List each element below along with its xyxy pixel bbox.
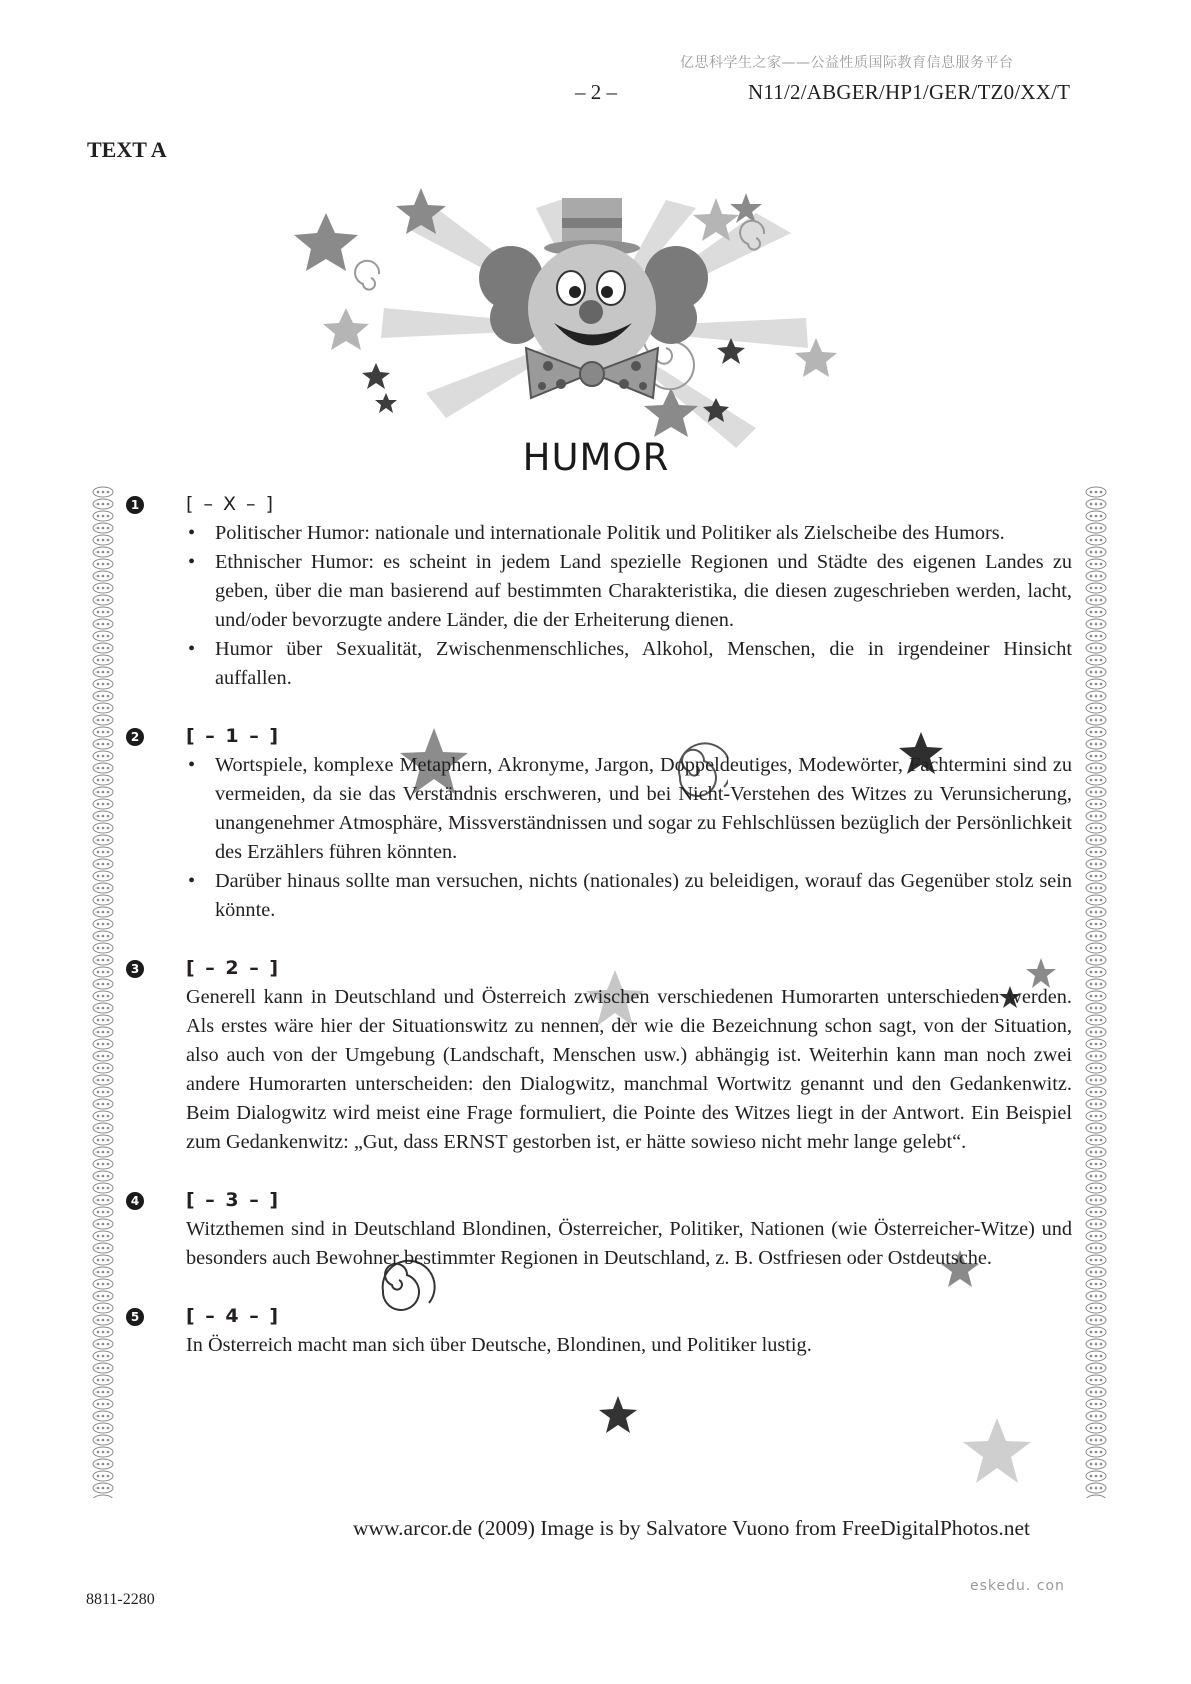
section-title: TEXT A	[87, 137, 167, 162]
clown-illustration	[286, 188, 906, 488]
star-icon	[962, 1418, 1032, 1486]
section-paragraph: Generell kann in Deutschland und Österreich zwischen verschiedenen Humorarten unterschieden werden. Als erstes wäre hier der Situationswitz zu nennen, der wie die Bezeichnung schon sagt, von der Situation, also auch von der Umgebung (Landschaft, Menschen usw.) abhängig ist. Weiterhin kann man noch zwei andere Humorarten unterscheiden: den Dialogwitz, manchmal Wortwitz genannt und den Gedankenwitz. Beim Dialogwitz wird meist eine Frage formuliert, die Pointe des Witzes liegt in der Antwort. Ein Beispiel zum Gedankenwitz: „Gut, dass ERNST gestorben ist, er hätte sowieso nicht mehr lange gelebt“.	[186, 986, 1072, 1153]
header-watermark: 亿思科学生之家——公益性质国际教育信息服务平台	[680, 55, 1014, 71]
bullet-item: • Darüber hinaus sollte man versuchen, nichts (nationales) zu beleidigen, worauf das Gegenüber stolz sein könnte.	[186, 867, 1072, 925]
section-heading: [ – 1 – ]	[186, 725, 281, 747]
document-code: N11/2/ABGER/HP1/GER/TZ0/XX/T	[748, 80, 1071, 104]
section-paragraph: In Österreich macht man sich über Deutsche, Blondinen, und Politiker lustig.	[186, 1334, 812, 1356]
article-body	[130, 490, 1072, 1389]
bullet-item: • Ethnischer Humor: es scheint in jedem Land spezielle Regionen und Städte des eigenen Landes zu geben, über die man basierend auf bestimmten Charakteristika, die diesen zugeschrieben werden, lacht, und/oder bevorzugte andere Länder, die der Erheiterung dienen.	[186, 548, 1072, 635]
section-marker: 1	[126, 496, 144, 514]
section-2	[130, 722, 1072, 925]
right-border-ornament	[1083, 486, 1109, 1498]
section-paragraph: Witzthemen sind in Deutschland Blondinen, Österreicher, Politiker, Nationen (wie Österreicher-Witze) und besonders auch Bewohner bestimmter Regionen in Deutschland, z. B. Ostfriesen oder Ostdeutsche.	[186, 1218, 1072, 1269]
section-marker: 2	[126, 728, 144, 746]
page-number: – 2 –	[575, 80, 617, 104]
footer-code: 8811-2280	[86, 1591, 155, 1608]
bullet-list	[186, 519, 1072, 693]
section-heading: [ – 2 – ]	[186, 957, 281, 979]
section-heading: [ – 3 – ]	[186, 1189, 281, 1211]
bullet-list	[186, 751, 1072, 925]
left-border-ornament	[90, 486, 116, 1498]
bullet-item: • Politischer Humor: nationale und internationale Politik und Politiker als Zielscheibe des Humors.	[186, 519, 1072, 548]
section-heading: [ – X – ]	[186, 493, 275, 515]
bullet-item: • Wortspiele, komplexe Metaphern, Akronyme, Jargon, Doppeldeutiges, Modewörter, Fachtermini sind zu vermeiden, da sie das Verständnis erschweren, und bei Nicht-Verstehen des Witzes zu Verunsicherung, unangenehmer Atmosphäre, Missverständnissen und sogar zu Fehlschlüssen bezüglich der Persönlichkeit des Erzählers führen könnten.	[186, 751, 1072, 867]
section-1	[130, 490, 1072, 693]
section-3	[130, 954, 1072, 1157]
footer-watermark: eskedu. con	[970, 1578, 1065, 1594]
bullet-item: • Humor über Sexualität, Zwischenmenschliches, Alkohol, Menschen, die in irgendeiner Hinsicht auffallen.	[186, 635, 1072, 693]
section-5	[130, 1302, 1072, 1360]
section-marker: 4	[126, 1192, 144, 1210]
section-marker: 3	[126, 960, 144, 978]
section-heading: [ – 4 – ]	[186, 1305, 281, 1327]
section-marker: 5	[126, 1308, 144, 1326]
star-icon	[598, 1396, 638, 1436]
humor-title: HUMOR	[522, 436, 670, 479]
source-citation: www.arcor.de (2009) Image is by Salvatore Vuono from FreeDigitalPhotos.net	[353, 1516, 1031, 1540]
section-4	[130, 1186, 1072, 1273]
